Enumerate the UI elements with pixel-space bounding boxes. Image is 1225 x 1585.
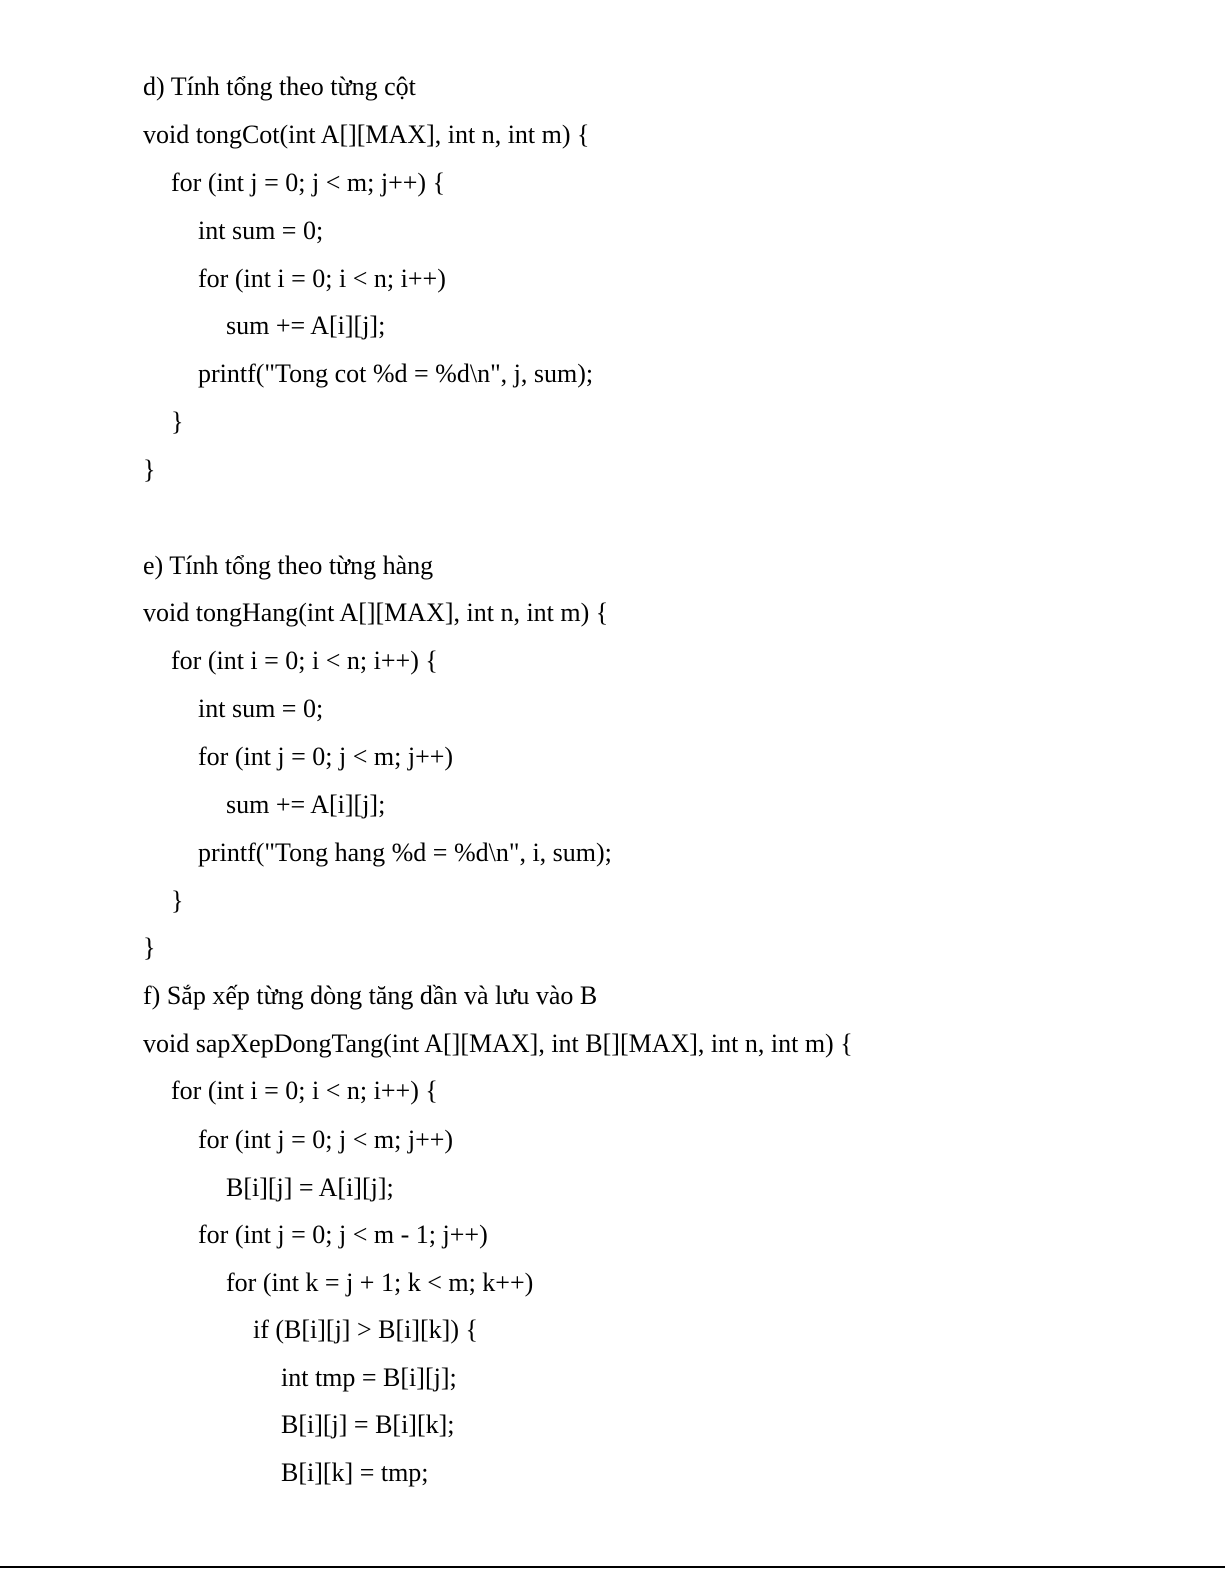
code-line: sum += A[i][j]; bbox=[226, 790, 386, 819]
code-line: B[i][j] = B[i][k]; bbox=[281, 1410, 455, 1439]
code-line: for (int i = 0; i < n; i++) { bbox=[171, 1076, 438, 1105]
code-line: for (int i = 0; i < n; i++) bbox=[198, 264, 446, 293]
code-line: for (int i = 0; i < n; i++) { bbox=[171, 646, 438, 675]
code-line: if (B[i][j] > B[i][k]) { bbox=[253, 1315, 478, 1344]
code-line: printf("Tong hang %d = %d\n", i, sum); bbox=[198, 838, 612, 867]
code-line: int sum = 0; bbox=[198, 694, 324, 723]
code-line: for (int j = 0; j < m; j++) bbox=[198, 742, 454, 771]
code-line: } bbox=[171, 886, 184, 915]
code-line: for (int j = 0; j < m; j++) bbox=[198, 1125, 454, 1154]
section-e-heading: e) Tính tổng theo từng hàng bbox=[143, 551, 434, 580]
code-line: void tongHang(int A[][MAX], int n, int m) { bbox=[143, 598, 609, 627]
code-line: for (int j = 0; j < m; j++) { bbox=[171, 168, 446, 197]
code-line: printf("Tong cot %d = %d\n", j, sum); bbox=[198, 359, 594, 388]
page-bottom-divider bbox=[0, 1566, 1225, 1568]
section-d-heading: d) Tính tổng theo từng cột bbox=[143, 72, 416, 101]
code-line: } bbox=[143, 933, 156, 962]
code-line: int sum = 0; bbox=[198, 216, 324, 245]
code-line: for (int k = j + 1; k < m; k++) bbox=[226, 1268, 534, 1297]
code-line: int tmp = B[i][j]; bbox=[281, 1363, 457, 1392]
code-line: } bbox=[143, 455, 156, 484]
code-line: void sapXepDongTang(int A[][MAX], int B[][MAX], int n, int m) { bbox=[143, 1029, 853, 1058]
code-line: B[i][k] = tmp; bbox=[281, 1458, 429, 1487]
section-f-heading: f) Sắp xếp từng dòng tăng dần và lưu vào B bbox=[143, 981, 598, 1010]
code-line: } bbox=[171, 407, 184, 436]
code-line: B[i][j] = A[i][j]; bbox=[226, 1173, 394, 1202]
code-line: void tongCot(int A[][MAX], int n, int m) { bbox=[143, 120, 590, 149]
code-line: sum += A[i][j]; bbox=[226, 311, 386, 340]
code-line: for (int j = 0; j < m - 1; j++) bbox=[198, 1220, 488, 1249]
